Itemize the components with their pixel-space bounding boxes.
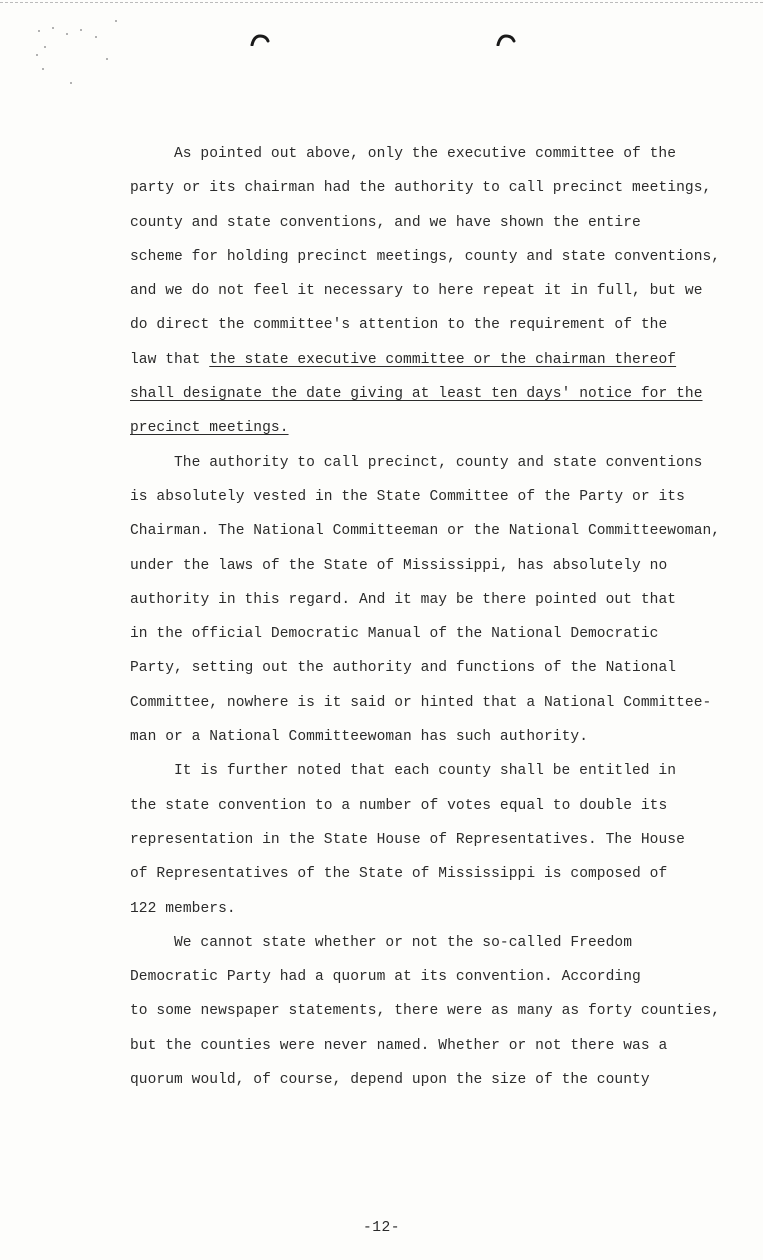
paragraph xyxy=(130,137,750,446)
text-run: county and state conventions, and we have shown the entire xyxy=(130,214,641,231)
text-line: representation in the State House of Representatives. The House xyxy=(130,831,685,848)
scan-speck xyxy=(115,20,117,22)
text-line: Committee, nowhere is it said or hinted that a National Committee- xyxy=(130,694,712,711)
scan-speck xyxy=(80,29,82,31)
text-line: man or a National Committeewoman has such authority. xyxy=(130,729,588,746)
text-line xyxy=(130,343,750,377)
underlined-text: precinct meetings. xyxy=(130,420,289,437)
text-line: The authority to call precinct, county and state conventions xyxy=(174,454,703,471)
text-line xyxy=(130,411,750,445)
punch-hole-mark-icon xyxy=(496,34,516,46)
text-line: It is further noted that each county shall be entitled in xyxy=(174,763,677,780)
underlined-text: shall designate the date giving at least ten days' notice for the xyxy=(130,386,703,403)
scan-speck xyxy=(44,46,46,48)
page-number: -12- xyxy=(362,1220,401,1236)
text-line: Chairman. The National Committeeman or the National Committeewoman, xyxy=(130,523,721,540)
scan-speck xyxy=(106,58,108,60)
text-line: authority in this regard. And it may be there pointed out that xyxy=(130,591,677,608)
page-top-edge xyxy=(0,2,763,3)
scan-speck xyxy=(95,36,97,38)
paragraph xyxy=(130,446,750,755)
punch-hole-mark-icon xyxy=(250,34,270,46)
scan-speck xyxy=(42,68,44,70)
text-line: Party, setting out the authority and functions of the National xyxy=(130,660,677,677)
text-line: Democratic Party had a quorum at its convention. According xyxy=(130,969,641,986)
text-run: party or its chairman had the authority to call precinct meetings, xyxy=(130,180,712,197)
text-line: the state convention to a number of votes equal to double its xyxy=(130,797,668,814)
text-run: and we do not feel it necessary to here repeat it in full, but we xyxy=(130,283,703,300)
paragraph xyxy=(130,754,750,925)
text-line: is absolutely vested in the State Committee of the Party or its xyxy=(130,488,685,505)
text-run: scheme for holding precinct meetings, county and state conventions, xyxy=(130,248,721,265)
text-line xyxy=(130,206,750,240)
underlined-text: the state executive committee or the chairman thereof xyxy=(209,351,677,368)
scan-speck xyxy=(38,30,40,32)
scan-speck xyxy=(52,27,54,29)
text-line xyxy=(130,137,750,171)
document-body xyxy=(130,137,750,1097)
text-line: quorum would, of course, depend upon the size of the county xyxy=(130,1072,650,1089)
text-line xyxy=(130,308,750,342)
scan-speck xyxy=(70,82,72,84)
paragraph xyxy=(130,926,750,1097)
text-run: As pointed out above, only the executive committee of the xyxy=(174,146,677,162)
scan-speck xyxy=(66,33,68,35)
scan-speck xyxy=(36,54,38,56)
text-line: in the official Democratic Manual of the National Democratic xyxy=(130,626,659,643)
text-line: but the counties were never named. Whether or not there was a xyxy=(130,1037,668,1054)
text-line xyxy=(130,240,750,274)
text-line xyxy=(130,377,750,411)
text-run: do direct the committee's attention to the requirement of the xyxy=(130,317,668,334)
text-line: under the laws of the State of Mississippi, has absolutely no xyxy=(130,557,668,574)
text-line: We cannot state whether or not the so-called Freedom xyxy=(174,934,632,951)
text-line: 122 members. xyxy=(130,900,236,917)
text-line xyxy=(130,274,750,308)
text-line: of Representatives of the State of Mississippi is composed of xyxy=(130,866,668,883)
text-line xyxy=(130,171,750,205)
text-run: law that xyxy=(130,351,210,368)
text-line: to some newspaper statements, there were as many as forty counties, xyxy=(130,1003,721,1020)
